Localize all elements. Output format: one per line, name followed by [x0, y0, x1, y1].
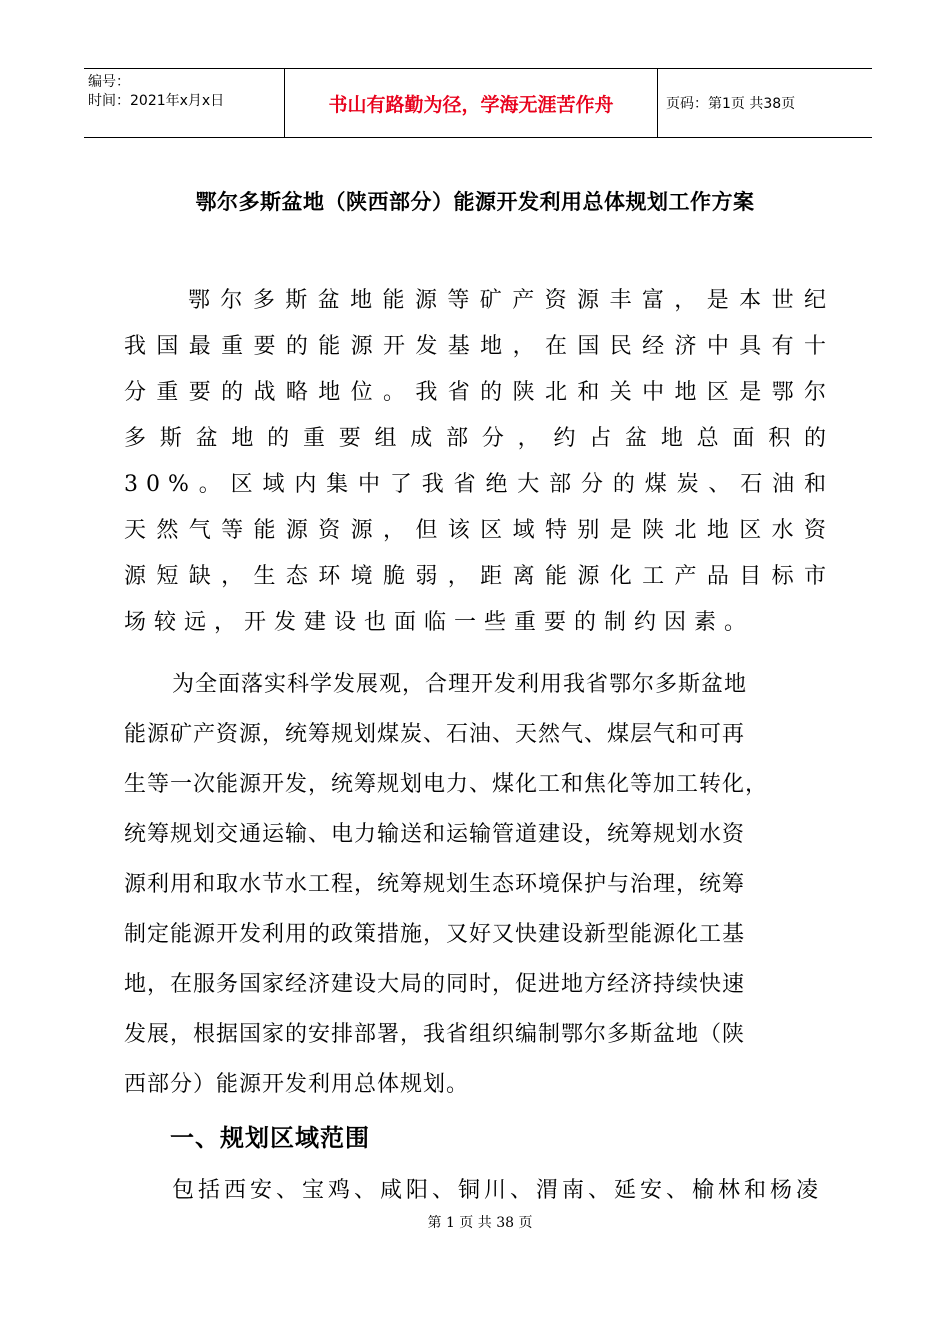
- paragraph-line: 统筹规划交通运输、电力输送和运输管道建设，统筹规划水资: [124, 822, 746, 847]
- paragraph-line: 鄂尔多斯盆地能源等矿产资源丰富，是本世纪: [188, 288, 834, 313]
- paragraph-line: 制定能源开发利用的政策措施，又好又快建设新型能源化工基: [124, 922, 746, 947]
- document-header: [84, 68, 872, 138]
- paragraph-line: 30%。区域内集中了我省绝大部分的煤炭、石油和: [124, 472, 834, 497]
- paragraph-purpose: [124, 660, 834, 1110]
- number-label: 编号：: [88, 74, 130, 90]
- paragraph-intro: [124, 278, 834, 646]
- header-page-info: 页码：第1页 共38页: [666, 96, 796, 112]
- paragraph-line: 发展，根据国家的安排部署，我省组织编制鄂尔多斯盆地（陕: [124, 1022, 746, 1047]
- paragraph-line: 地，在服务国家经济建设大局的同时，促进地方经济持续快速: [124, 972, 746, 997]
- paragraph-line: 能源矿产资源，统筹规划煤炭、石油、天然气、煤层气和可再: [124, 722, 746, 747]
- paragraph-line: 生等一次能源开发，统筹规划电力、煤化工和焦化等加工转化，: [124, 772, 769, 797]
- paragraph-scope: [124, 1168, 834, 1214]
- document-title: 鄂尔多斯盆地（陕西部分）能源开发利用总体规划工作方案: [195, 189, 755, 214]
- paragraph-line: 源短缺，生态环境脆弱，距离能源化工产品目标市: [124, 564, 834, 589]
- header-motto: 书山有路勤为径，学海无涯苦作舟: [284, 69, 658, 137]
- paragraph-line: 为全面落实科学发展观，合理开发利用我省鄂尔多斯盆地: [172, 672, 748, 697]
- paragraph-line: 包括西安、宝鸡、咸阳、铜川、渭南、延安、榆林和杨凌: [172, 1178, 823, 1203]
- time-label: 时间：2021年x月x日: [88, 93, 225, 109]
- paragraph-line: 场较远，开发建设也面临一些重要的制约因素。: [124, 610, 755, 635]
- paragraph-line: 天然气等能源资源，但该区域特别是陕北地区水资: [124, 518, 834, 543]
- page-footer: 第 1 页 共 38 页: [427, 1215, 533, 1231]
- section-heading: 一、规划区域范围: [170, 1124, 370, 1152]
- paragraph-line: 源利用和取水节水工程，统筹规划生态环境保护与治理，统筹: [124, 872, 746, 897]
- paragraph-line: 我国最重要的能源开发基地，在国民经济中具有十: [124, 334, 834, 359]
- paragraph-line: 西部分）能源开发利用总体规划。: [124, 1072, 470, 1097]
- header-meta: [84, 69, 284, 137]
- paragraph-line: 分重要的战略地位。我省的陕北和关中地区是鄂尔: [124, 380, 834, 405]
- paragraph-line: 多斯盆地的重要组成部分，约占盆地总面积的: [124, 426, 834, 451]
